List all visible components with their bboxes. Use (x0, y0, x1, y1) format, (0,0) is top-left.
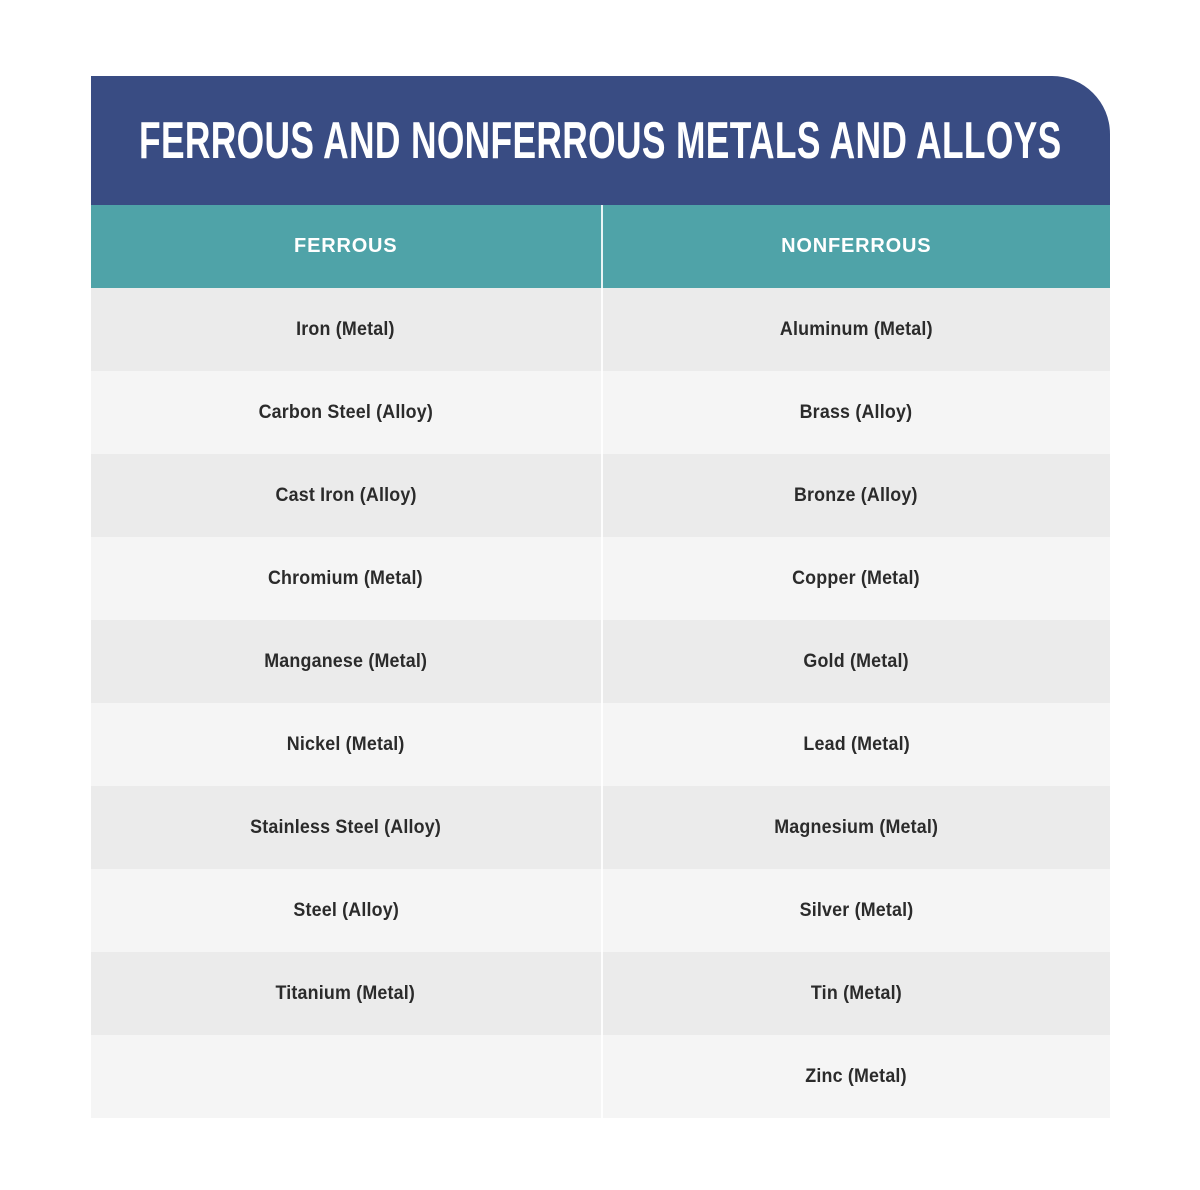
table-row (91, 288, 1110, 371)
cell-value: Iron (Metal) (296, 318, 395, 340)
cell-ferrous (91, 703, 601, 786)
cell-nonferrous (601, 869, 1111, 952)
table-row (91, 620, 1110, 703)
cell-value: Stainless Steel (Alloy) (250, 816, 442, 838)
cell-value: Cast Iron (Alloy) (275, 484, 417, 506)
cell-nonferrous (601, 288, 1111, 371)
cell-nonferrous (601, 620, 1111, 703)
cell-value: Bronze (Alloy) (794, 484, 919, 506)
table-row (91, 869, 1110, 952)
cell-value: Nickel (Metal) (286, 733, 405, 755)
cell-value: Titanium (Metal) (275, 982, 416, 1004)
cell-value: Silver (Metal) (799, 899, 914, 921)
cell-ferrous (91, 952, 601, 1035)
cell-nonferrous (601, 537, 1111, 620)
cell-value: Aluminum (Metal) (779, 318, 933, 340)
cell-ferrous-empty (91, 1035, 601, 1118)
cell-ferrous (91, 869, 601, 952)
column-header-ferrous-label: FERROUS (294, 235, 398, 257)
cell-value: Gold (Metal) (803, 650, 909, 672)
cell-value: Zinc (Metal) (805, 1065, 907, 1087)
page-title: FERROUS AND NONFERROUS METALS AND ALLOYS (139, 111, 1062, 170)
cell-value: Lead (Metal) (803, 733, 910, 755)
cell-value: Carbon Steel (Alloy) (258, 401, 433, 423)
cell-nonferrous (601, 454, 1111, 537)
cell-ferrous (91, 786, 601, 869)
table-row (91, 952, 1110, 1035)
cell-nonferrous (601, 1035, 1111, 1118)
cell-ferrous (91, 371, 601, 454)
cell-value: Tin (Metal) (810, 982, 902, 1004)
column-header-nonferrous (601, 205, 1111, 288)
cell-ferrous (91, 454, 601, 537)
table-row (91, 454, 1110, 537)
table-row (91, 1035, 1110, 1118)
cell-value: Magnesium (Metal) (774, 816, 939, 838)
column-header-ferrous (91, 205, 601, 288)
cell-value: Copper (Metal) (792, 567, 921, 589)
cell-ferrous (91, 288, 601, 371)
column-header-nonferrous-label: NONFERROUS (781, 235, 932, 257)
table-row (91, 537, 1110, 620)
cell-nonferrous (601, 371, 1111, 454)
table-row (91, 786, 1110, 869)
cell-ferrous (91, 537, 601, 620)
cell-nonferrous (601, 703, 1111, 786)
table-row (91, 371, 1110, 454)
column-header-row (91, 205, 1110, 288)
cell-ferrous (91, 620, 601, 703)
title-bar (91, 76, 1110, 205)
cell-value: Brass (Alloy) (799, 401, 913, 423)
cell-nonferrous (601, 786, 1111, 869)
cell-value: Steel (Alloy) (292, 899, 399, 921)
cell-value: Manganese (Metal) (264, 650, 428, 672)
cell-value: Chromium (Metal) (268, 567, 424, 589)
metals-alloys-table (91, 76, 1110, 1118)
table-row (91, 703, 1110, 786)
cell-nonferrous (601, 952, 1111, 1035)
